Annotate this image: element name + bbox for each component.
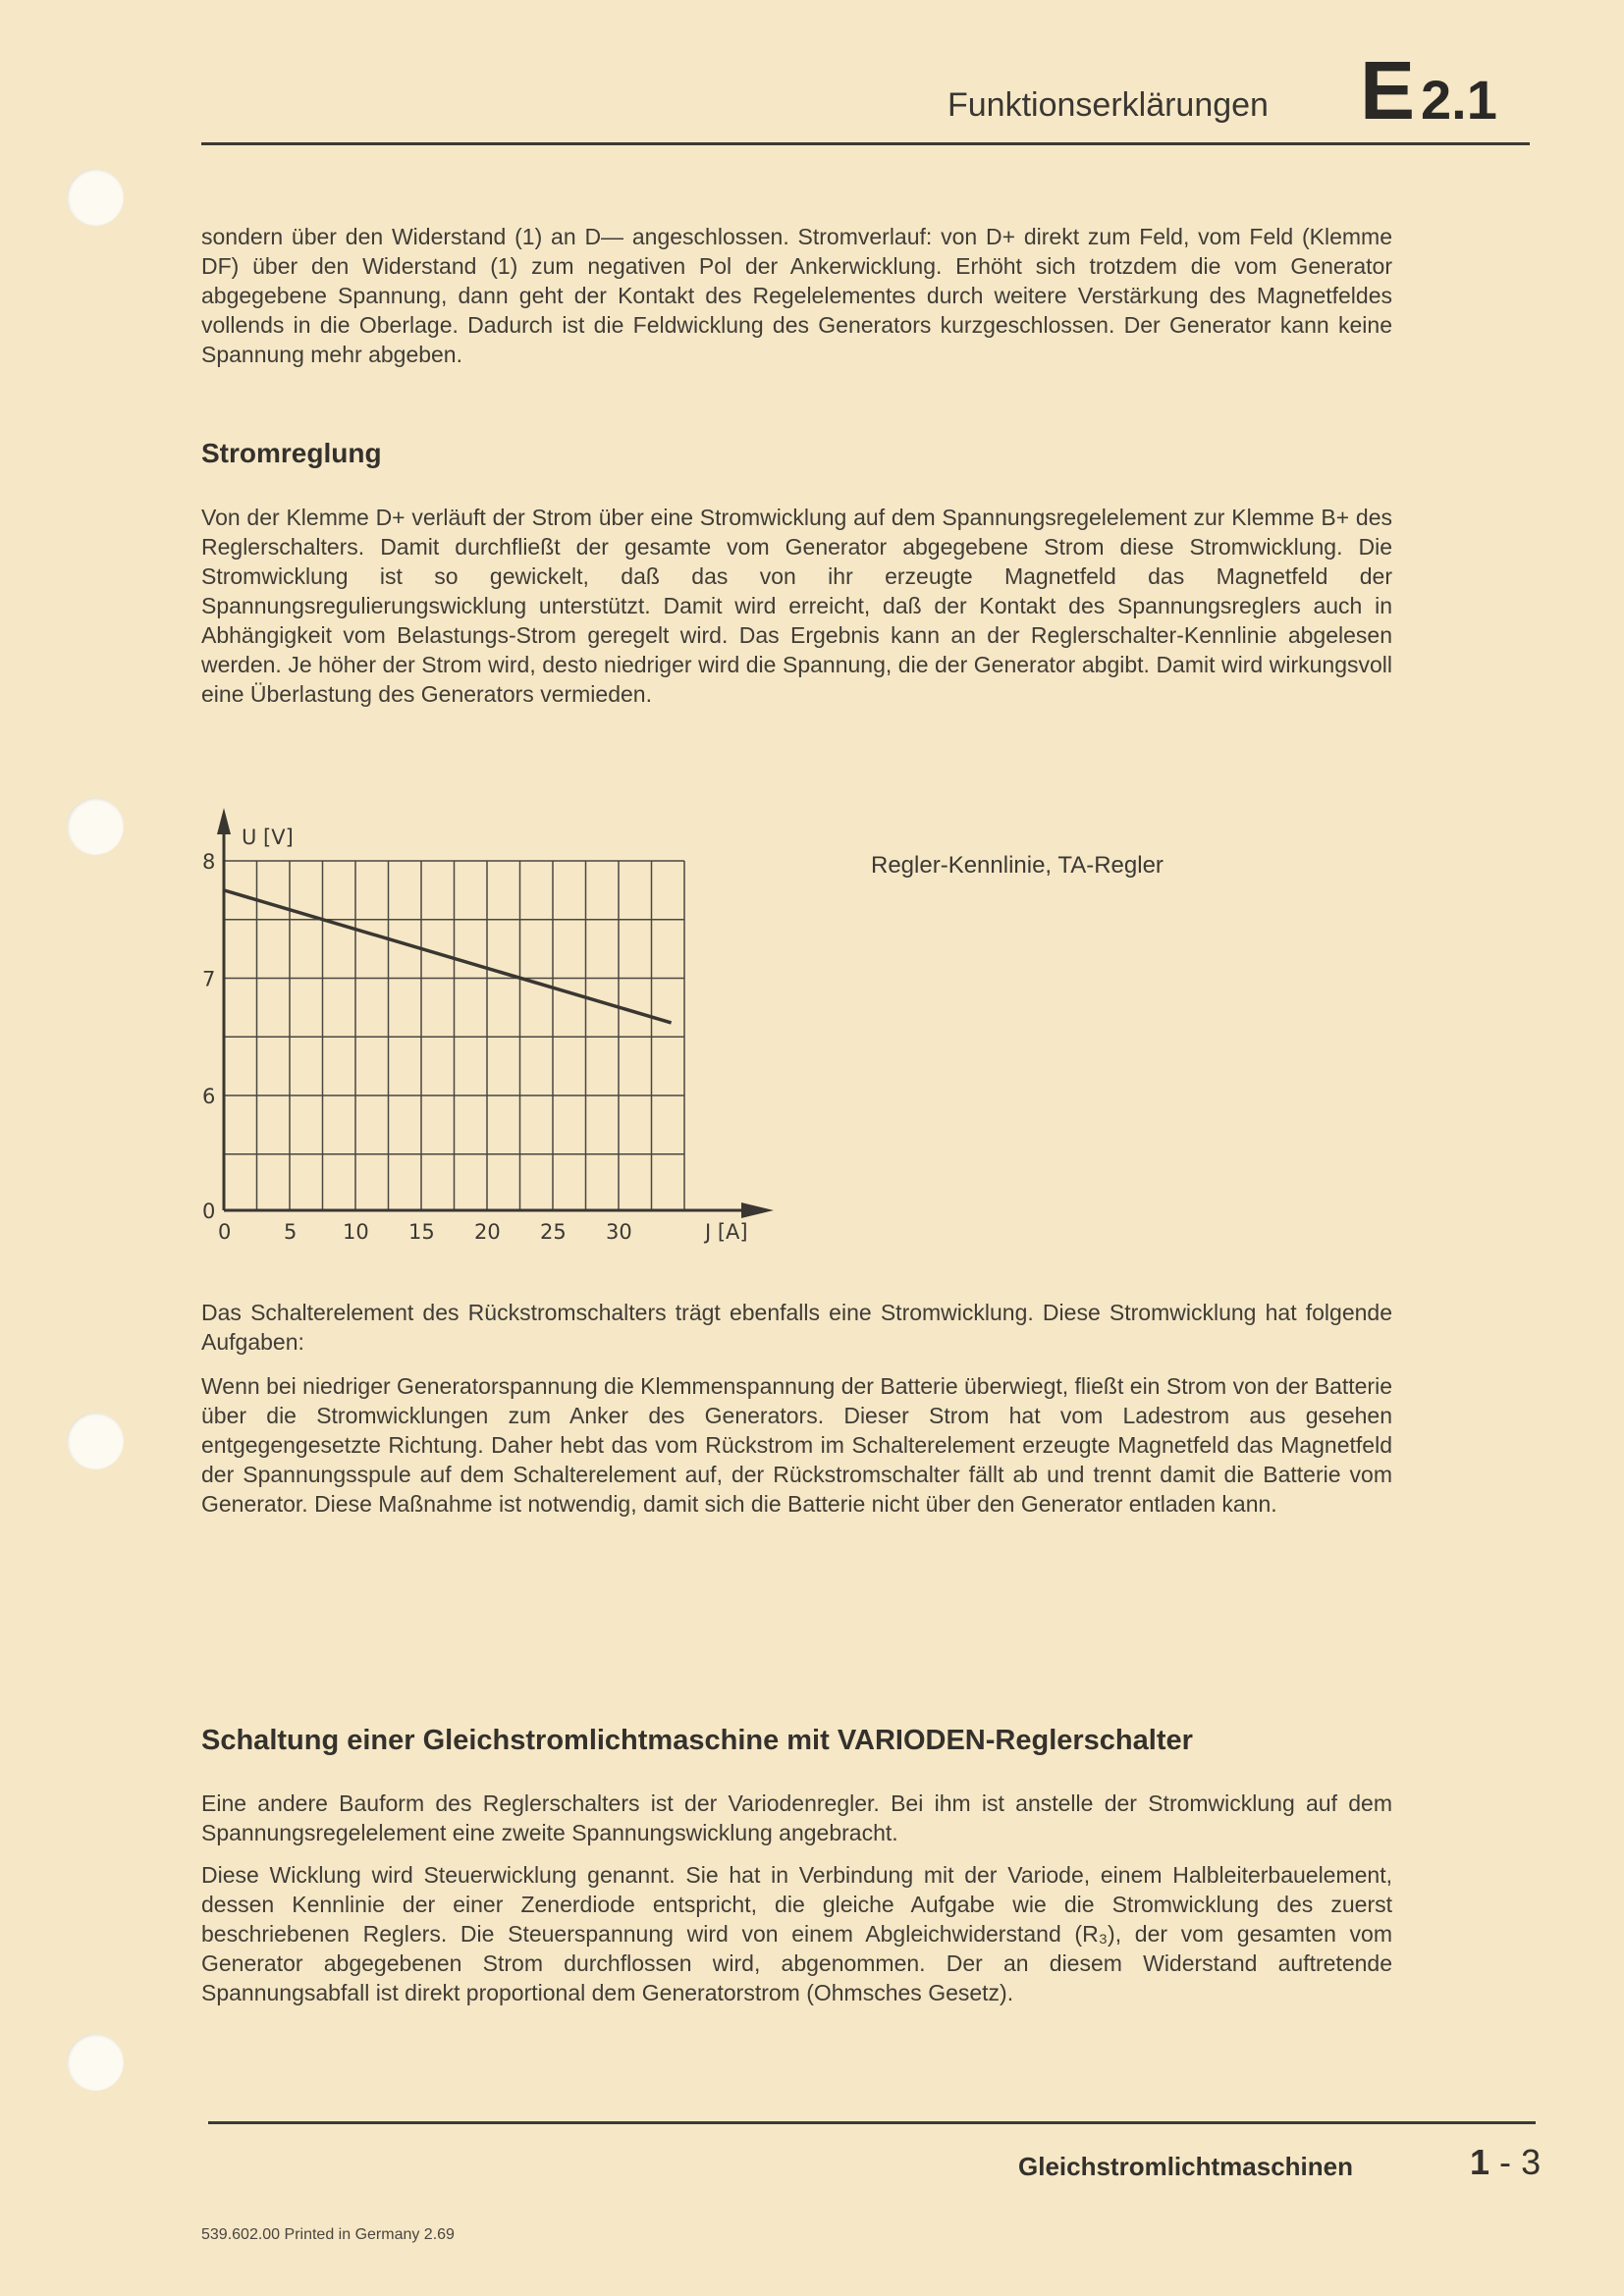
- paragraph-steuerwicklung: Diese Wicklung wird Steuerwicklung genannt. Sie hat in Verbindung mit der Variode, einem Halbleiterbauelement, dessen Kennlinie der einer Zenerdiode entspricht, die gleiche Aufgabe wie die Stromwicklung des zuerst beschriebenen Reglers. Die Steuerspannung wird von einem Abgleichwiderstand (R₃), der vom gesamten vom Generator abgegebenen Strom durchflossen wird, abgenommen. Der an diesem Widerstand auftretende Spannungsabfall ist direkt proportional dem Generatorstrom (Ohmsches Gesetz).: [201, 1862, 1392, 2005]
- y-tick-label: 6: [202, 1085, 216, 1108]
- page-minor: 3: [1521, 2142, 1542, 2182]
- page-number: [1470, 2142, 1541, 2183]
- paragraph-rueckstrom-detail: Wenn bei niedriger Generatorspannung die Klemmenspannung der Batterie überwiegt, fließt ein Strom von der Batterie über die Stromwicklungen zum Anker des Generators. Dieser Strom hat vom Ladestrom aus gesehen entgegengesetzte Richtung. Daher hebt das vom Rückstrom im Schalterelement erzeugte Magnetfeld das Magnetfeld der Spannungsspule auf dem Schalterelement auf, der Rückstromschalter fällt ab und trennt damit die Batterie vom Generator. Diese Maßnahme ist notwendig, damit sich die Batterie nicht über den Generator entladen kann.: [201, 1373, 1392, 1517]
- print-info: 539.602.00 Printed in Germany 2.69: [201, 2226, 455, 2243]
- y-axis-arrow: [217, 808, 231, 834]
- paragraph-intro: sondern über den Widerstand (1) an D— angeschlossen. Stromverlauf: von D+ direkt zum Feld, vom Feld (Klemme DF) über den Widerstand (1) zum negativen Pol der Ankerwicklung. Erhöht sich trotzdem die vom Generator abgegebene Spannung, dann geht der Kontakt des Regelelementes durch weitere Verstärkung des Magnetfeldes vollends in die Oberlage. Dadurch ist die Feldwicklung des Generators kurzgeschlossen. Der Generator kann keine Spannung mehr abgeben.: [201, 224, 1392, 367]
- y-tick-label: 7: [202, 967, 216, 991]
- heading-stromreglung: Stromreglung: [201, 438, 382, 468]
- x-tick-label: 15: [408, 1220, 435, 1244]
- y-axis-label: U [V]: [242, 826, 294, 849]
- footer-rule: [208, 2121, 1536, 2124]
- y-tick-label: 8: [202, 850, 216, 874]
- y-tick-label: 0: [202, 1200, 216, 1223]
- section-letter: E: [1360, 44, 1414, 136]
- chart-caption: Regler-Kennlinie, TA-Regler: [871, 852, 1164, 879]
- x-tick-label: 5: [284, 1220, 298, 1244]
- x-tick-label: 30: [606, 1220, 632, 1244]
- footer-title: Gleichstromlichtmaschinen: [1018, 2152, 1353, 2181]
- paragraph-varioden: Eine andere Bauform des Reglerschalters ist der Variodenregler. Bei ihm ist anstelle der Stromwicklung auf dem Spannungsregelelement eine zweite Spannungswicklung angebracht.: [201, 1790, 1392, 1845]
- x-tick-label: 0: [218, 1220, 232, 1244]
- x-axis-arrow: [741, 1202, 774, 1218]
- chart-series: [224, 890, 672, 1023]
- x-tick-label: 20: [474, 1220, 501, 1244]
- section-number: 2.1: [1421, 69, 1497, 131]
- x-axis-label: J [A]: [705, 1220, 748, 1244]
- chart-grid: [224, 861, 684, 1210]
- heading-varioden: Schaltung einer Gleichstromlichtmaschine mit VARIODEN-Reglerschalter: [201, 1725, 1193, 1756]
- series-line: [224, 890, 672, 1023]
- paragraph-stromreglung: Von der Klemme D+ verläuft der Strom über eine Stromwicklung auf dem Spannungsregelelement zur Klemme B+ des Reglerschalters. Damit durchfließt der gesamte vom Generator abgegebene Strom diese Stromwicklung. Die Stromwicklung ist so gewickelt, daß das von ihr erzeugte Magnetfeld das Magnetfeld der Spannungsregulierungswicklung unterstützt. Damit wird erreicht, daß der Kontakt des Spannungsreglers auch in Abhängigkeit vom Belastungs-Strom geregelt wird. Das Ergebnis kann an der Reglerschalter-Kennlinie abgelesen werden. Je höher der Strom wird, desto niedriger wird die Spannung, die der Generator abgibt. Damit wird wirkungsvoll eine Überlastung des Generators vermieden.: [201, 505, 1392, 707]
- chart-axes: [217, 808, 774, 1218]
- page-major: 1: [1470, 2142, 1490, 2182]
- page-sep: -: [1499, 2142, 1512, 2182]
- x-tick-label: 25: [540, 1220, 567, 1244]
- x-tick-label: 10: [343, 1220, 369, 1244]
- section-title: Funktionserklärungen: [947, 86, 1269, 124]
- paragraph-rueckstrom: Das Schalterelement des Rückstromschalters trägt ebenfalls eine Stromwicklung. Diese Stromwicklung hat folgende Aufgaben:: [201, 1300, 1392, 1355]
